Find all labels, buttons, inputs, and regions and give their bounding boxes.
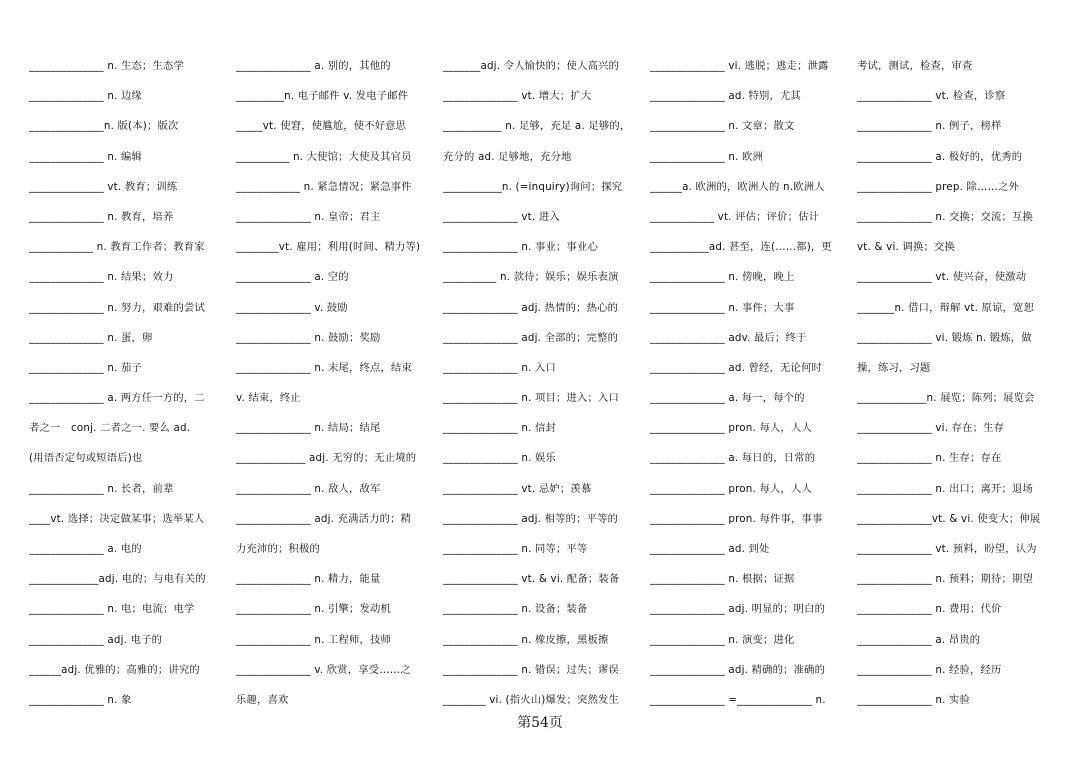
- vocab-entry: ______________ a. 别的，其他的: [236, 60, 391, 72]
- vocab-entry: ______________ ad. 到处: [650, 543, 770, 555]
- vocab-entry: ______________ ad. 曾经，无论何时: [650, 361, 823, 374]
- vocab-entry: ______________ n. 预料；期待；期望: [857, 573, 1033, 586]
- vocab-entry: ______________ n. 茄子: [29, 361, 143, 374]
- vocab-entry: ______________ a. 空的: [236, 271, 349, 284]
- vocab-entry: ______________ n. 敌人，敌军: [236, 482, 381, 495]
- vocab-entry: _____________n. 展览；陈列；展览会: [857, 392, 1035, 405]
- vocab-column-1: [29, 51, 229, 715]
- vocab-entry: ______________ adj. 电子的: [29, 633, 163, 646]
- vocab-entry: ______________ n. 末尾，终点，结束: [236, 361, 412, 374]
- vocab-entry: ______________ n. 例子，榜样: [857, 120, 1002, 133]
- vocab-entry: _____vt. 使窘，使尴尬，使不好意思: [236, 120, 407, 133]
- vocab-entry: ______________ a. 极好的，优秀的: [857, 150, 1023, 163]
- vocab-entry: ______________ vt. 教育；训练: [29, 180, 178, 193]
- vocab-entry: ______________ n. 费用；代价: [857, 603, 1002, 616]
- vocab-entry: ______________ n. 电；电流；电学: [29, 603, 195, 616]
- vocab-entry: ______________ vt. 进入: [443, 210, 560, 223]
- vocab-entry: ______________ n. 实验: [857, 693, 971, 706]
- vocab-entry: ______________ vt. 忌妒；羡慕: [443, 482, 592, 495]
- vocab-entry: ______________ n. 橡皮擦，黑板擦: [443, 633, 609, 646]
- vocab-entry: ______________ adj. 相等的；平等的: [443, 512, 619, 525]
- vocab-entry: ______________ n. 事件；大事: [650, 301, 795, 314]
- vocab-entry: ______________ n. 事业；事业心: [443, 241, 599, 254]
- vocab-entry: ______________n. 版(本)；版次: [29, 120, 179, 133]
- vocab-entry: ______________ n. 项目；进入；入口: [443, 392, 619, 405]
- vocab-entry: ______________ vt. 增大；扩大: [443, 90, 592, 103]
- vocab-entry: ______________ n. 经验，经历: [857, 663, 1002, 676]
- vocab-entry: __________ n. 大使馆；大使及其官员: [236, 150, 412, 163]
- vocab-entry: _______adj. 令人愉快的；使人高兴的: [443, 60, 620, 72]
- vocab-entry: ______________ ad. 特别，尤其: [650, 90, 802, 103]
- vocab-entry: ______________ n. 象: [29, 693, 132, 706]
- vocab-entry: vt. & vi. 调换；交换: [857, 241, 955, 254]
- vocab-entry: ______________ adj. 全部的；完整的: [443, 331, 619, 344]
- vocab-entry: ______________ a. 两方任一方的，二: [29, 392, 205, 405]
- vocab-entry: ______________ n. 精力，能量: [236, 573, 381, 586]
- vocab-entry: ______a. 欧洲的，欧洲人的 n.欧洲人: [650, 180, 825, 193]
- vocab-entry: ______________ n. 生存；存在: [857, 452, 1002, 465]
- vocab-entry: v. 结束，终止: [236, 392, 301, 405]
- vocab-entry: _______n. 借口，辩解 vt. 原谅，宽恕: [857, 301, 1035, 314]
- vocab-entry: ______________ n. 边缘: [29, 90, 143, 103]
- vocab-entry: ______________ pron. 每人，人人: [650, 422, 812, 435]
- vocab-entry: ______________ n. 文章；散文: [650, 120, 795, 133]
- vocab-entry: ______________ n. 傍晚，晚上: [650, 271, 795, 284]
- vocab-entry: ______________ n. 编辑: [29, 150, 143, 163]
- vocab-entry: ______________ pron. 每人，人人: [650, 482, 812, 495]
- vocab-entry: ____________ vt. 评估；评价；估计: [650, 210, 820, 223]
- vocab-entry: ______________ a. 电的: [29, 543, 142, 555]
- vocab-entry: ____________ n. 教育工作者；教育家: [29, 241, 205, 254]
- vocab-entry: ______________vt. & vi. 使变大；伸展: [857, 512, 1041, 525]
- vocab-entry: ______________ n. 结局；结尾: [236, 422, 381, 435]
- vocab-entry: ______________ adj. 热情的；热心的: [443, 301, 619, 314]
- vocab-column-2: [236, 51, 436, 715]
- vocab-entry: ___________ n. 足够，充足 a. 足够的，: [443, 120, 631, 133]
- vocab-entry: ______________ n. 皇帝；君主: [236, 210, 381, 223]
- vocab-entry: ______________ n. 欧洲: [650, 150, 764, 163]
- vocab-entry: (用语否定句或短语后)也: [29, 452, 143, 465]
- vocab-entry: ______________ vi. 存在；生存: [857, 422, 1005, 435]
- vocab-entry: ______________ n. 演变；进化: [650, 633, 795, 646]
- vocab-entry: ___________ad. 甚至，连(……都)，更: [650, 241, 832, 254]
- vocab-entry: ______________ n. 教育，培养: [29, 210, 174, 223]
- vocab-entry: ______________ a. 每一，每个的: [650, 392, 805, 405]
- vocab-entry: ______________ vt. 预料，盼望，认为: [857, 543, 1037, 555]
- vocab-entry: ______________ vi. 锻炼 n. 锻炼，做: [857, 331, 1032, 344]
- vocab-column-4: [650, 51, 850, 715]
- page-number: 第54页: [517, 715, 563, 731]
- vocab-entry: ______________ v. 鼓励: [236, 301, 348, 314]
- vocab-entry: ______________ a. 每日的，日常的: [650, 452, 816, 465]
- vocab-entry: ______________ n. 鼓励；奖励: [236, 331, 381, 344]
- vocab-entry: ____________ n. 紧急情况；紧急事件: [236, 180, 412, 193]
- vocab-entry: ________vt. 雇用；利用(时间、精力等): [236, 241, 421, 254]
- vocab-entry: ______________ vt. 使兴奋，使激动: [857, 271, 1027, 284]
- vocab-entry: ______________ adj. 精确的；准确的: [650, 663, 826, 676]
- vocab-entry: ______________ n. 入口: [443, 361, 557, 374]
- vocab-entry: ____vt. 选择；决定做某事；选举某人: [29, 512, 205, 525]
- vocab-entry: ______________ pron. 每件事，事事: [650, 512, 823, 525]
- vocab-entry: 充分的 ad. 足够地，充分地: [443, 150, 572, 163]
- vocab-entry: ______________ n. 引擎；发动机: [236, 603, 392, 616]
- vocab-entry: ______________ n. 生态；生态学: [29, 60, 185, 72]
- vocab-entry: ______________ adj. 明显的；明白的: [650, 603, 826, 616]
- vocab-entry: ______________ n. 同等；平等: [443, 543, 588, 555]
- vocab-entry: ______________ adj. 充满活力的；精: [236, 512, 412, 525]
- vocab-entry: 者之一 conj. 二者之一. 要么 ad.: [29, 422, 191, 435]
- vocab-entry: ______________ n. 设备；装备: [443, 603, 588, 616]
- vocab-entry: ______________ n. 长者，前辈: [29, 482, 174, 495]
- vocab-entry: 操，练习，习题: [857, 361, 931, 374]
- vocab-entry: ______________ n. 错误；过失；谬误: [443, 663, 619, 676]
- vocab-entry: 力充沛的；积极的: [236, 543, 320, 555]
- vocab-entry: ______________ vt. 检查，诊察: [857, 90, 1006, 103]
- vocab-entry: _____________adj. 电的；与电有关的: [29, 573, 206, 586]
- vocab-entry: ______________ adv. 最后；终于: [650, 331, 807, 344]
- vocab-entry: ______________ vt. & vi. 配备；装备: [443, 573, 620, 586]
- vocab-entry: ________ vi. (指火山)爆发；突然发生: [443, 693, 619, 706]
- vocab-entry: ______________ n. 交换；交流；互换: [857, 210, 1033, 223]
- vocab-entry: 乐趣，喜欢: [236, 693, 289, 706]
- vocab-entry: ______________ prep. 除……之外: [857, 180, 1019, 193]
- vocab-entry: ______________ n. 出口；离开；退场: [857, 482, 1033, 495]
- vocab-column-3: [443, 51, 643, 715]
- vocab-entry: ______________ =______________ n.: [650, 693, 826, 706]
- vocab-entry: ______________ a. 昂贵的: [857, 633, 981, 646]
- vocab-entry: ___________n. (=inquiry)询问；探究: [443, 180, 623, 193]
- vocab-entry: 考试，测试，检查，审查: [857, 60, 973, 72]
- vocab-entry: ______________ n. 工程师，技师: [236, 633, 392, 646]
- vocab-entry: ______adj. 优雅的；高雅的；讲究的: [29, 663, 200, 676]
- vocab-entry: ______________ n. 娱乐: [443, 452, 557, 465]
- vocab-entry: ______________ n. 根据；证据: [650, 573, 795, 586]
- vocab-entry: __________ n. 款待；娱乐；娱乐表演: [443, 271, 619, 284]
- vocab-entry: ______________ n. 努力，艰难的尝试: [29, 301, 205, 314]
- vocab-entry: _____________ adj. 无穷的；无止境的: [236, 452, 417, 465]
- vocab-entry: ______________ vi. 逃脱；逃走；泄露: [650, 60, 829, 72]
- vocab-entry: ______________ n. 信封: [443, 422, 557, 435]
- vocab-entry: ______________ n. 蛋，卵: [29, 331, 153, 344]
- vocab-entry: ______________ v. 欣赏，享受……之: [236, 663, 411, 676]
- vocab-entry: _________n. 电子邮件 v. 发电子邮件: [236, 90, 409, 103]
- vocab-entry: ______________ n. 结果；效力: [29, 271, 174, 284]
- vocab-column-5: [857, 51, 1062, 715]
